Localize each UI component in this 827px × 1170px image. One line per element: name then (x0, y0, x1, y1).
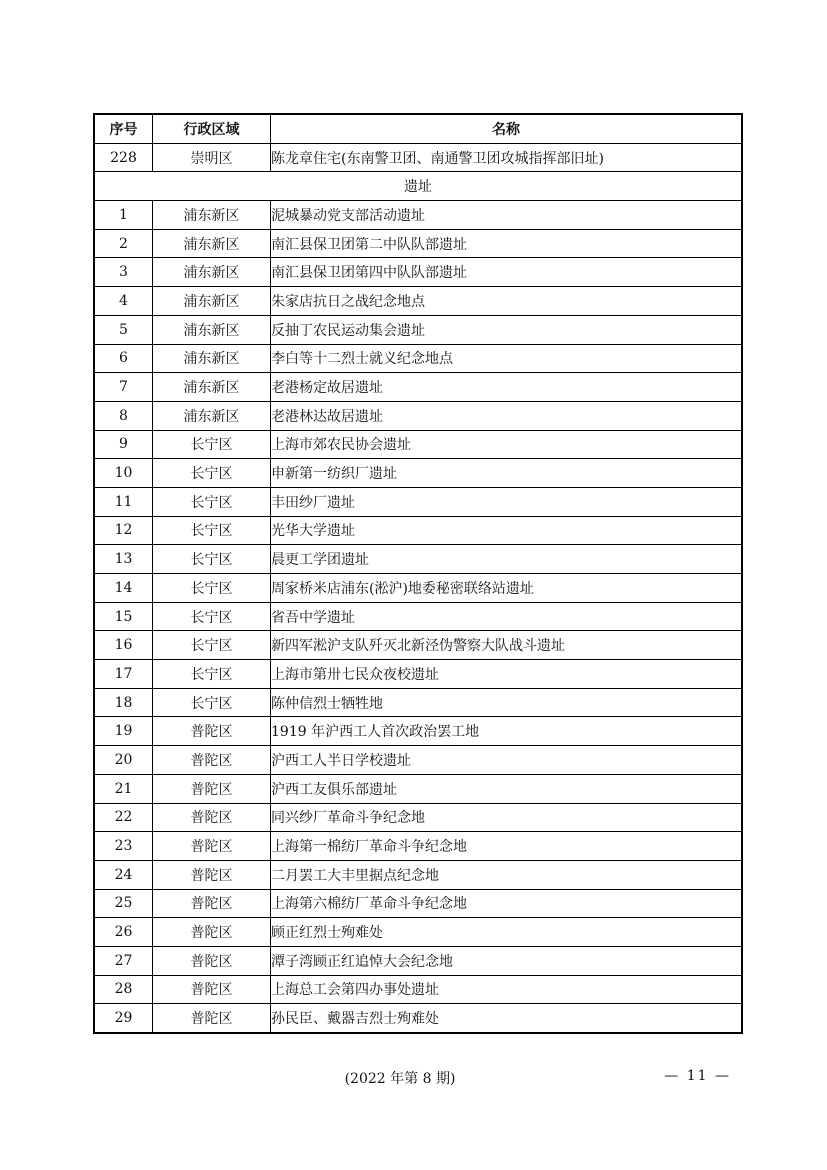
name-cell: 朱家店抗日之战纪念地点 (271, 287, 743, 316)
table-row (94, 545, 742, 574)
table-row (94, 315, 742, 344)
row-number-cell: 228 (94, 143, 153, 172)
table-row (94, 975, 742, 1004)
row-number-cell: 10 (94, 459, 153, 488)
row-number-cell: 12 (94, 516, 153, 545)
table-row (94, 688, 742, 717)
district-cell: 长宁区 (153, 660, 271, 689)
district-cell: 普陀区 (153, 860, 271, 889)
name-cell: 周家桥米店浦东(淞沪)地委秘密联络站遗址 (271, 574, 743, 603)
table-header (94, 114, 742, 143)
section-header-row (94, 172, 742, 201)
district-cell: 浦东新区 (153, 229, 271, 258)
district-cell: 浦东新区 (153, 373, 271, 402)
name-cell: 泥城暴动党支部活动遗址 (271, 201, 743, 230)
row-number-cell: 18 (94, 688, 153, 717)
name-cell: 上海第六棉纺厂革命斗争纪念地 (271, 889, 743, 918)
district-cell: 长宁区 (153, 516, 271, 545)
table-row (94, 258, 742, 287)
row-number-cell: 19 (94, 717, 153, 746)
district-cell: 普陀区 (153, 803, 271, 832)
heritage-sites-table (93, 113, 743, 1034)
row-number-cell: 27 (94, 946, 153, 975)
row-number-cell: 28 (94, 975, 153, 1004)
table-row (94, 201, 742, 230)
row-number-cell: 21 (94, 774, 153, 803)
table-row (94, 717, 742, 746)
name-cell: 上海市郊农民协会遗址 (271, 430, 743, 459)
name-cell: 丰田纱厂遗址 (271, 487, 743, 516)
table-row (94, 487, 742, 516)
row-number-cell: 14 (94, 574, 153, 603)
table-header-row (94, 114, 742, 143)
table-row (94, 373, 742, 402)
district-cell: 普陀区 (153, 746, 271, 775)
table-row (94, 229, 742, 258)
row-number-cell: 5 (94, 315, 153, 344)
district-cell: 长宁区 (153, 631, 271, 660)
district-cell: 长宁区 (153, 487, 271, 516)
district-cell: 长宁区 (153, 430, 271, 459)
district-cell: 普陀区 (153, 717, 271, 746)
name-cell: 上海市第卅七民众夜校遗址 (271, 660, 743, 689)
row-number-cell: 7 (94, 373, 153, 402)
row-number-cell: 1 (94, 201, 153, 230)
table-row (94, 516, 742, 545)
row-number-cell: 15 (94, 602, 153, 631)
name-cell: 上海第一棉纺厂革命斗争纪念地 (271, 832, 743, 861)
district-cell: 浦东新区 (153, 315, 271, 344)
district-cell: 长宁区 (153, 602, 271, 631)
name-cell: 申新第一纺织厂遗址 (271, 459, 743, 488)
row-number-cell: 2 (94, 229, 153, 258)
row-number-cell: 25 (94, 889, 153, 918)
table-row (94, 401, 742, 430)
table-row (94, 574, 742, 603)
row-number-cell: 23 (94, 832, 153, 861)
district-cell: 长宁区 (153, 688, 271, 717)
table-row (94, 774, 742, 803)
district-cell: 普陀区 (153, 832, 271, 861)
name-cell: 南汇县保卫团第二中队队部遗址 (271, 229, 743, 258)
table-row (94, 602, 742, 631)
name-cell: 陈龙章住宅(东南警卫团、南通警卫团攻城指挥部旧址) (271, 143, 743, 172)
name-cell: 孙民臣、戴器吉烈士殉难处 (271, 1004, 743, 1033)
table-row-continuation (94, 143, 742, 172)
row-number-cell: 26 (94, 918, 153, 947)
name-cell: 老港林达故居遗址 (271, 401, 743, 430)
name-cell: 沪西工友俱乐部遗址 (271, 774, 743, 803)
district-cell: 浦东新区 (153, 201, 271, 230)
table-row (94, 631, 742, 660)
table-row (94, 430, 742, 459)
name-cell: 反抽丁农民运动集会遗址 (271, 315, 743, 344)
table-row (94, 946, 742, 975)
table-row (94, 459, 742, 488)
name-cell: 上海总工会第四办事处遗址 (271, 975, 743, 1004)
name-cell: 二月罢工大丰里据点纪念地 (271, 860, 743, 889)
row-number-cell: 17 (94, 660, 153, 689)
district-cell: 浦东新区 (153, 344, 271, 373)
name-cell: 沪西工人半日学校遗址 (271, 746, 743, 775)
table-row (94, 918, 742, 947)
name-cell: 顾正红烈士殉难处 (271, 918, 743, 947)
name-cell: 1919 年沪西工人首次政治罢工地 (271, 717, 743, 746)
district-cell: 普陀区 (153, 975, 271, 1004)
row-number-cell: 24 (94, 860, 153, 889)
district-cell: 长宁区 (153, 545, 271, 574)
district-cell: 崇明区 (153, 143, 271, 172)
name-cell: 陈仲信烈士牺牲地 (271, 688, 743, 717)
district-cell: 普陀区 (153, 774, 271, 803)
row-number-cell: 6 (94, 344, 153, 373)
name-cell: 新四军淞沪支队歼灭北新泾伪警察大队战斗遗址 (271, 631, 743, 660)
footer-issue: (2022 年第 8 期) (344, 1071, 456, 1087)
table-row (94, 889, 742, 918)
row-number-cell: 3 (94, 258, 153, 287)
table-row (94, 660, 742, 689)
name-cell: 晨更工学团遗址 (271, 545, 743, 574)
row-number-cell: 22 (94, 803, 153, 832)
district-cell: 浦东新区 (153, 258, 271, 287)
table-row (94, 746, 742, 775)
row-number-cell: 16 (94, 631, 153, 660)
table-row (94, 860, 742, 889)
header-serial-number: 序号 (94, 114, 153, 143)
name-cell: 潭子湾顾正红追悼大会纪念地 (271, 946, 743, 975)
row-number-cell: 4 (94, 287, 153, 316)
district-cell: 长宁区 (153, 574, 271, 603)
district-cell: 普陀区 (153, 946, 271, 975)
footer-page-number: — 11 — (664, 1068, 731, 1084)
row-number-cell: 8 (94, 401, 153, 430)
table-row (94, 803, 742, 832)
name-cell: 省吾中学遗址 (271, 602, 743, 631)
row-number-cell: 11 (94, 487, 153, 516)
district-cell: 普陀区 (153, 918, 271, 947)
row-number-cell: 13 (94, 545, 153, 574)
table-row (94, 832, 742, 861)
header-district: 行政区域 (153, 114, 271, 143)
section-header-cell: 遗址 (94, 172, 742, 201)
name-cell: 老港杨定故居遗址 (271, 373, 743, 402)
name-cell: 光华大学遗址 (271, 516, 743, 545)
district-cell: 普陀区 (153, 889, 271, 918)
name-cell: 南汇县保卫团第四中队队部遗址 (271, 258, 743, 287)
header-name: 名称 (271, 114, 743, 143)
district-cell: 浦东新区 (153, 401, 271, 430)
table-row (94, 287, 742, 316)
row-number-cell: 20 (94, 746, 153, 775)
table-row (94, 344, 742, 373)
row-number-cell: 29 (94, 1004, 153, 1033)
row-number-cell: 9 (94, 430, 153, 459)
district-cell: 长宁区 (153, 459, 271, 488)
table-body (94, 143, 742, 1033)
district-cell: 浦东新区 (153, 287, 271, 316)
table-row (94, 1004, 742, 1033)
district-cell: 普陀区 (153, 1004, 271, 1033)
name-cell: 同兴纱厂革命斗争纪念地 (271, 803, 743, 832)
name-cell: 李白等十二烈士就义纪念地点 (271, 344, 743, 373)
